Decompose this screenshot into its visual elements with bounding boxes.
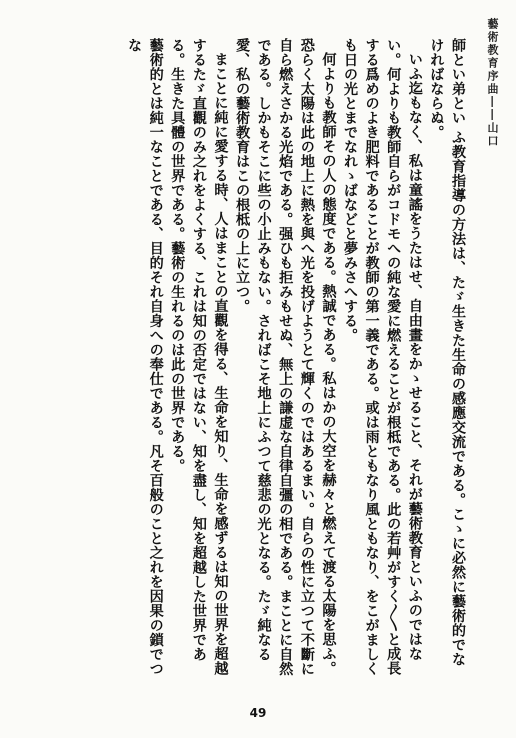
paragraph: 師とい弟とい ふ教育指導の方法は、たゞ生きた生命の感應交流である。こゝに必然に藝術的でなければならぬ。 <box>428 38 466 667</box>
running-head: 藝術教育序曲――山口 <box>486 18 499 148</box>
body-text <box>48 38 468 678</box>
paragraph: いふ迄もなく、私は童謠をうたはせ、自由畫をかゝせること、それが藝術教育といふのではない。何よりも教師自らがコドモへの純な愛に燃えることが根柢である。此の若艸がすく〳〵と成長する爲めのよき肥料であることが教師の第一義である。或は雨ともなり風ともなり、をこがましくも日の光とまでなれゝばなどと夢みさへする。 <box>342 38 423 676</box>
paragraph: 何よりも教師その人の態度である。熱誠である。私はかの大空を赫々と燃えて渡る太陽を思ふ。恐らく太陽は此の地上に熱を與へ光を投げようとて輝くのではあるまい。自らの性に立つて不斷に自ら燃えさかる光焰である。强ひも拒みもせぬ、無上の謙虚な自律自彊の相である。まことに自然である。しかもそこに些の小止みもない。さればこそ地上にふつて慈悲の光となる。たゞ純なる愛、私の藝術教育はこの根柢の上に立つ。 <box>234 38 337 676</box>
paragraph: 藝術的とは純一なことである、目的それ自身への奉仕である。凡そ百般のこと之れを因果の鎖でつな <box>126 38 164 676</box>
page-number: 49 <box>249 706 267 720</box>
paragraph: まことに純に愛する時、人はまことの直觀を得る、生命を知り、生命を感ずるは知の世界を超越するたゞ直觀のみ之れをよくする、これは知の否定ではない、知を盡し、知を超越した世界である。生きた具體の世界である。藝術の生れるのは此の世界である。 <box>169 38 229 676</box>
